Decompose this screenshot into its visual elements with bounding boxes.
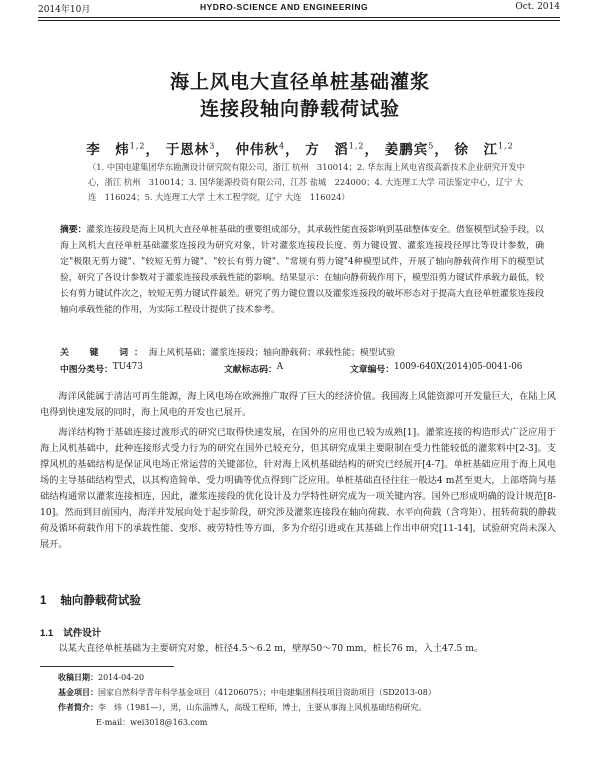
header-rule [38, 17, 560, 18]
fund-label: 基金项目： [58, 687, 98, 697]
running-header [0, 0, 600, 22]
clc-label: 中图分类号： [60, 365, 113, 375]
keywords [60, 345, 544, 358]
received-label: 收稿日期： [58, 672, 98, 682]
header-date-en: Oct. 2014 [515, 2, 560, 12]
intro-paragraph-2: 海洋结构物于基础连接过渡形式的研究已取得快速发展，在国外的应用也已较为成熟[1]。灌浆连接的构造形式广泛应用于海上风机基础中，此种连接形式受力行为的研究在国外已较充分，但其研究成果主要限制在受力性能较低的灌浆料中[2-3]。支撑风机的基础结构是保证风电场正常运营的关键部位，针对海上风机基础结构的研究已经展开[4-7]。单桩基础应用于海上风电场的主导基础结构型式，以其构造简单、受力明确等优点得到广泛应用。单桩基础直径往往一般达4 m甚至更大，上部塔筒与基础结构通常以灌浆连接相连，因此，灌浆连接段的优化设计及力学特性研究成为一项关键内容。国外已形成明确的设计规范[8-10]。然而到目前国内，海洋并发展向处于起步阶段，研究涉及灌浆连接段在轴向荷载、水平向荷载（含弯矩）、扭转荷载的静载荷及循环荷载作用下的承载性能、变形、疲劳特性等方面，多为介绍引进或在其基础上作出申研究[11-14]，试验研究尚未深入展开。 [40, 427, 556, 550]
author-bio-label: 作者简介： [58, 702, 98, 712]
intro-paragraph-1: 海洋风能属于清洁可再生能源，海上风电场在欧洲推广取得了巨大的经济价值。我国海上风能资源可开发量巨大，在陆上风电得到快速发展的同时，海上风电的开发也已展开。 [40, 391, 556, 418]
subsection-number: 1.1 [40, 628, 54, 639]
section-heading [40, 592, 141, 608]
author-name: 徐 江 [454, 142, 499, 158]
paper-title-line2: 连接段轴向静载荷试验 [199, 98, 400, 120]
fund-text: 国家自然科学青年科学基金项目（41206075）；中电建集团科技项目资助项目（SD2013-08） [98, 688, 436, 697]
article-value: 1009-640X(2014)05-0041-06 [394, 362, 523, 372]
abstract-text: 灌浆连接段是海上风机大直径单桩基础的重要组成部分，其承载性能直接影响到基础整体安全。借鉴模型试验手段，以海上风机大直径单桩基础灌浆连接段为研究对象，针对灌浆连接段长度、剪力键设置、灌浆连接段径厚比等设计参数，确定"极限无剪力键"、"较短无剪力键"、"较长有剪力键"、"常规有剪力键"4种模型试件，开展了轴向静载荷作用下的模型试验，研究了各设计参数对于灌浆连接段承载性能的影响。结果显示：在轴向静荷载作用下，模型沿剪力键试件承载力最低，较长有剪力键试件次之，较短无剪力键试件最差。研究了剪力键位置以及灌浆连接段的破坏形态对于提高大直径单桩灌浆连接段轴向承载性能的作用，为实际工程设计提供了技术参考。 [60, 225, 544, 315]
received-date: 2014-04-20 [98, 673, 145, 682]
author-name: 李 炜 [86, 142, 130, 158]
author-name: 仲伟秋 [235, 142, 279, 158]
paper-title-line1: 海上风电大直径单桩基础灌浆 [169, 71, 430, 93]
author-list: 李 炜$^{1,2}$， 于恩林$^3$， 仲伟秋$^4$， 方 滔$^{1,2}$， 姜鹏宾$^5$， 徐 江$^{1,2}$ [86, 141, 514, 158]
author-name: 姜鹏宾 [384, 142, 429, 158]
clc-number [60, 362, 143, 375]
author-affil-mark: 1,2 [498, 141, 514, 151]
header-journal-title: HYDRO-SCIENCE AND ENGINEERING [200, 2, 369, 12]
subsection-heading [40, 625, 101, 639]
author-affil-mark: 4 [278, 141, 286, 151]
doc-code-value: A [276, 362, 284, 372]
author-affil-mark: 5 [428, 141, 435, 151]
doc-code-label: 文献标志码： [224, 365, 277, 375]
clc-value: TU473 [112, 362, 143, 372]
abstract [60, 222, 544, 318]
author-bio-text: 李 炜（1981—），男，山东淄博人，高级工程师，博士，主要从事海上风机基础结构研究。 [98, 703, 427, 712]
author-affil-mark: 3 [209, 141, 216, 151]
section-number: 1 [40, 595, 47, 607]
article-label: 文章编号： [350, 365, 394, 375]
section-title: 轴向静载荷试验 [60, 593, 141, 607]
subsection-title: 试件设计 [63, 628, 102, 639]
footnote-fund [58, 687, 436, 698]
author-affil-mark: 1,2 [348, 141, 365, 151]
affiliations: （1. 中国电建集团华东勘测设计研究院有限公司，浙江 杭州 310014；2. 华东海上风电省级高新技术企业研究开发中心，浙江 杭州 310014；3. 国华能源投资有限公司，江苏 盐城 224000；4. 大连理工大学 司法鉴定中心，辽宁 大连 116024；5. 大连理工大学 土木工程学院，辽宁 大连 116024） [88, 162, 526, 202]
footnote-rule [40, 666, 174, 667]
document-code [224, 362, 284, 375]
header-date-cn: 2014年10月 [38, 5, 91, 15]
keywords-text: 海上风机基础；灌浆连接段；轴向静载荷；承载性能；模型试验 [148, 348, 396, 358]
author-name: 于恩林 [165, 142, 210, 158]
author-name: 方 滔 [305, 142, 349, 158]
article-number [350, 362, 523, 375]
classification-info [60, 362, 544, 376]
footnote-email: E-mail：wei3018@163.com [96, 718, 208, 727]
footnote-author [58, 702, 426, 713]
header-rule-thin [38, 20, 560, 21]
footnote-received [58, 672, 144, 683]
section-paragraph-1: 以某大直径单桩基础为主要研究对象，桩径4.5～6.2 m，壁厚50～70 mm，桩长76 m，入土47.5 m。 [58, 643, 484, 654]
author-affil-mark: 1,2 [129, 141, 146, 151]
abstract-label: 摘要： [60, 225, 87, 235]
keywords-label: 关 键 词： [60, 348, 149, 358]
